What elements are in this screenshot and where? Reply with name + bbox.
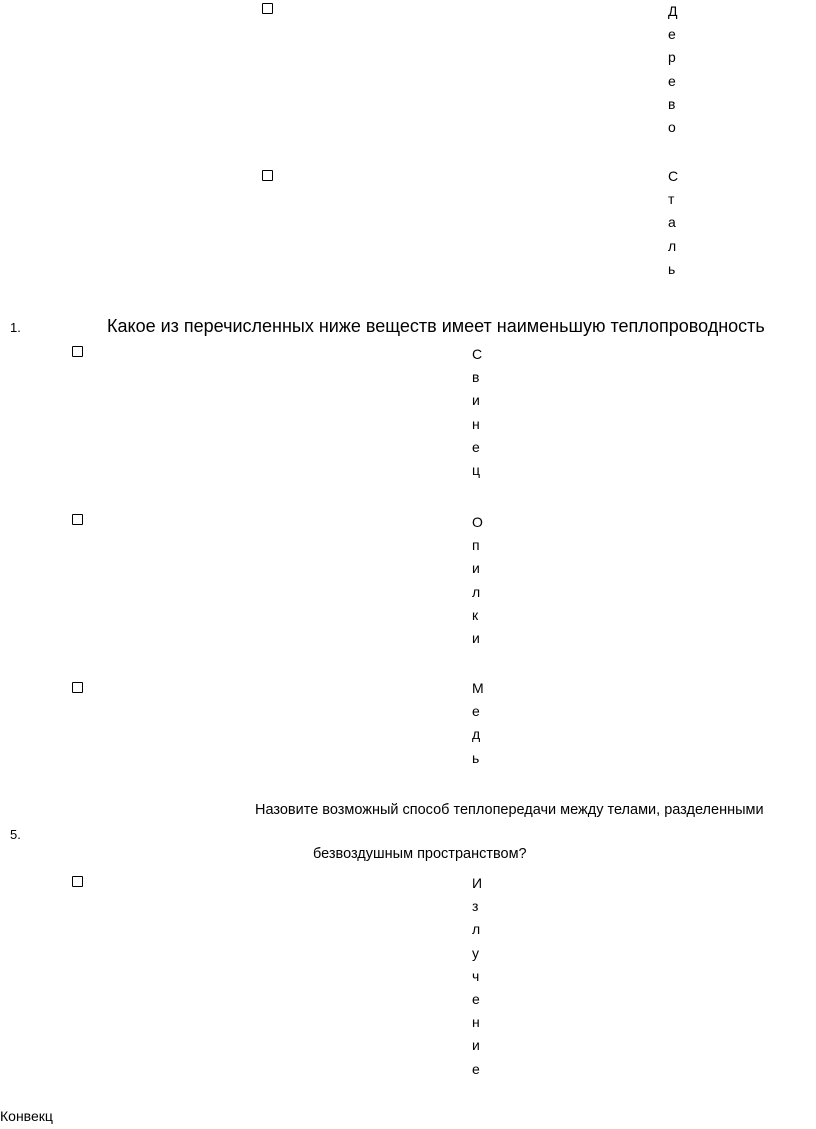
option-checkbox-med[interactable] <box>72 682 83 693</box>
option-checkbox-stal[interactable] <box>262 170 273 181</box>
question-5-text-line1: Назовите возможный способ теплопередачи между телами, разделенными <box>255 802 764 818</box>
option-label-svinec: С в и н е ц <box>472 346 483 479</box>
option-label-opilki: О п и л к и <box>472 514 483 647</box>
option-checkbox-derevo[interactable] <box>262 3 273 14</box>
question-1-text: Какое из перечисленных ниже веществ имеет наименьшую теплопроводность <box>107 316 765 336</box>
question-5-number: 5. <box>10 827 21 842</box>
option-label-izluchenie: И з л у ч е н и е <box>472 875 483 1077</box>
option-label-derevo: Д е р е в о <box>668 3 678 136</box>
option-label-stal: С т а л ь <box>668 168 679 277</box>
option-label-med: М е д ь <box>472 680 484 766</box>
option-checkbox-izluchenie[interactable] <box>72 876 83 887</box>
truncated-option-text: Конвекц <box>0 1108 53 1124</box>
option-checkbox-svinec[interactable] <box>72 346 83 357</box>
option-checkbox-opilki[interactable] <box>72 514 83 525</box>
question-1-number: 1. <box>10 320 21 335</box>
question-5-text-line2: безвоздушным пространством? <box>313 846 527 862</box>
